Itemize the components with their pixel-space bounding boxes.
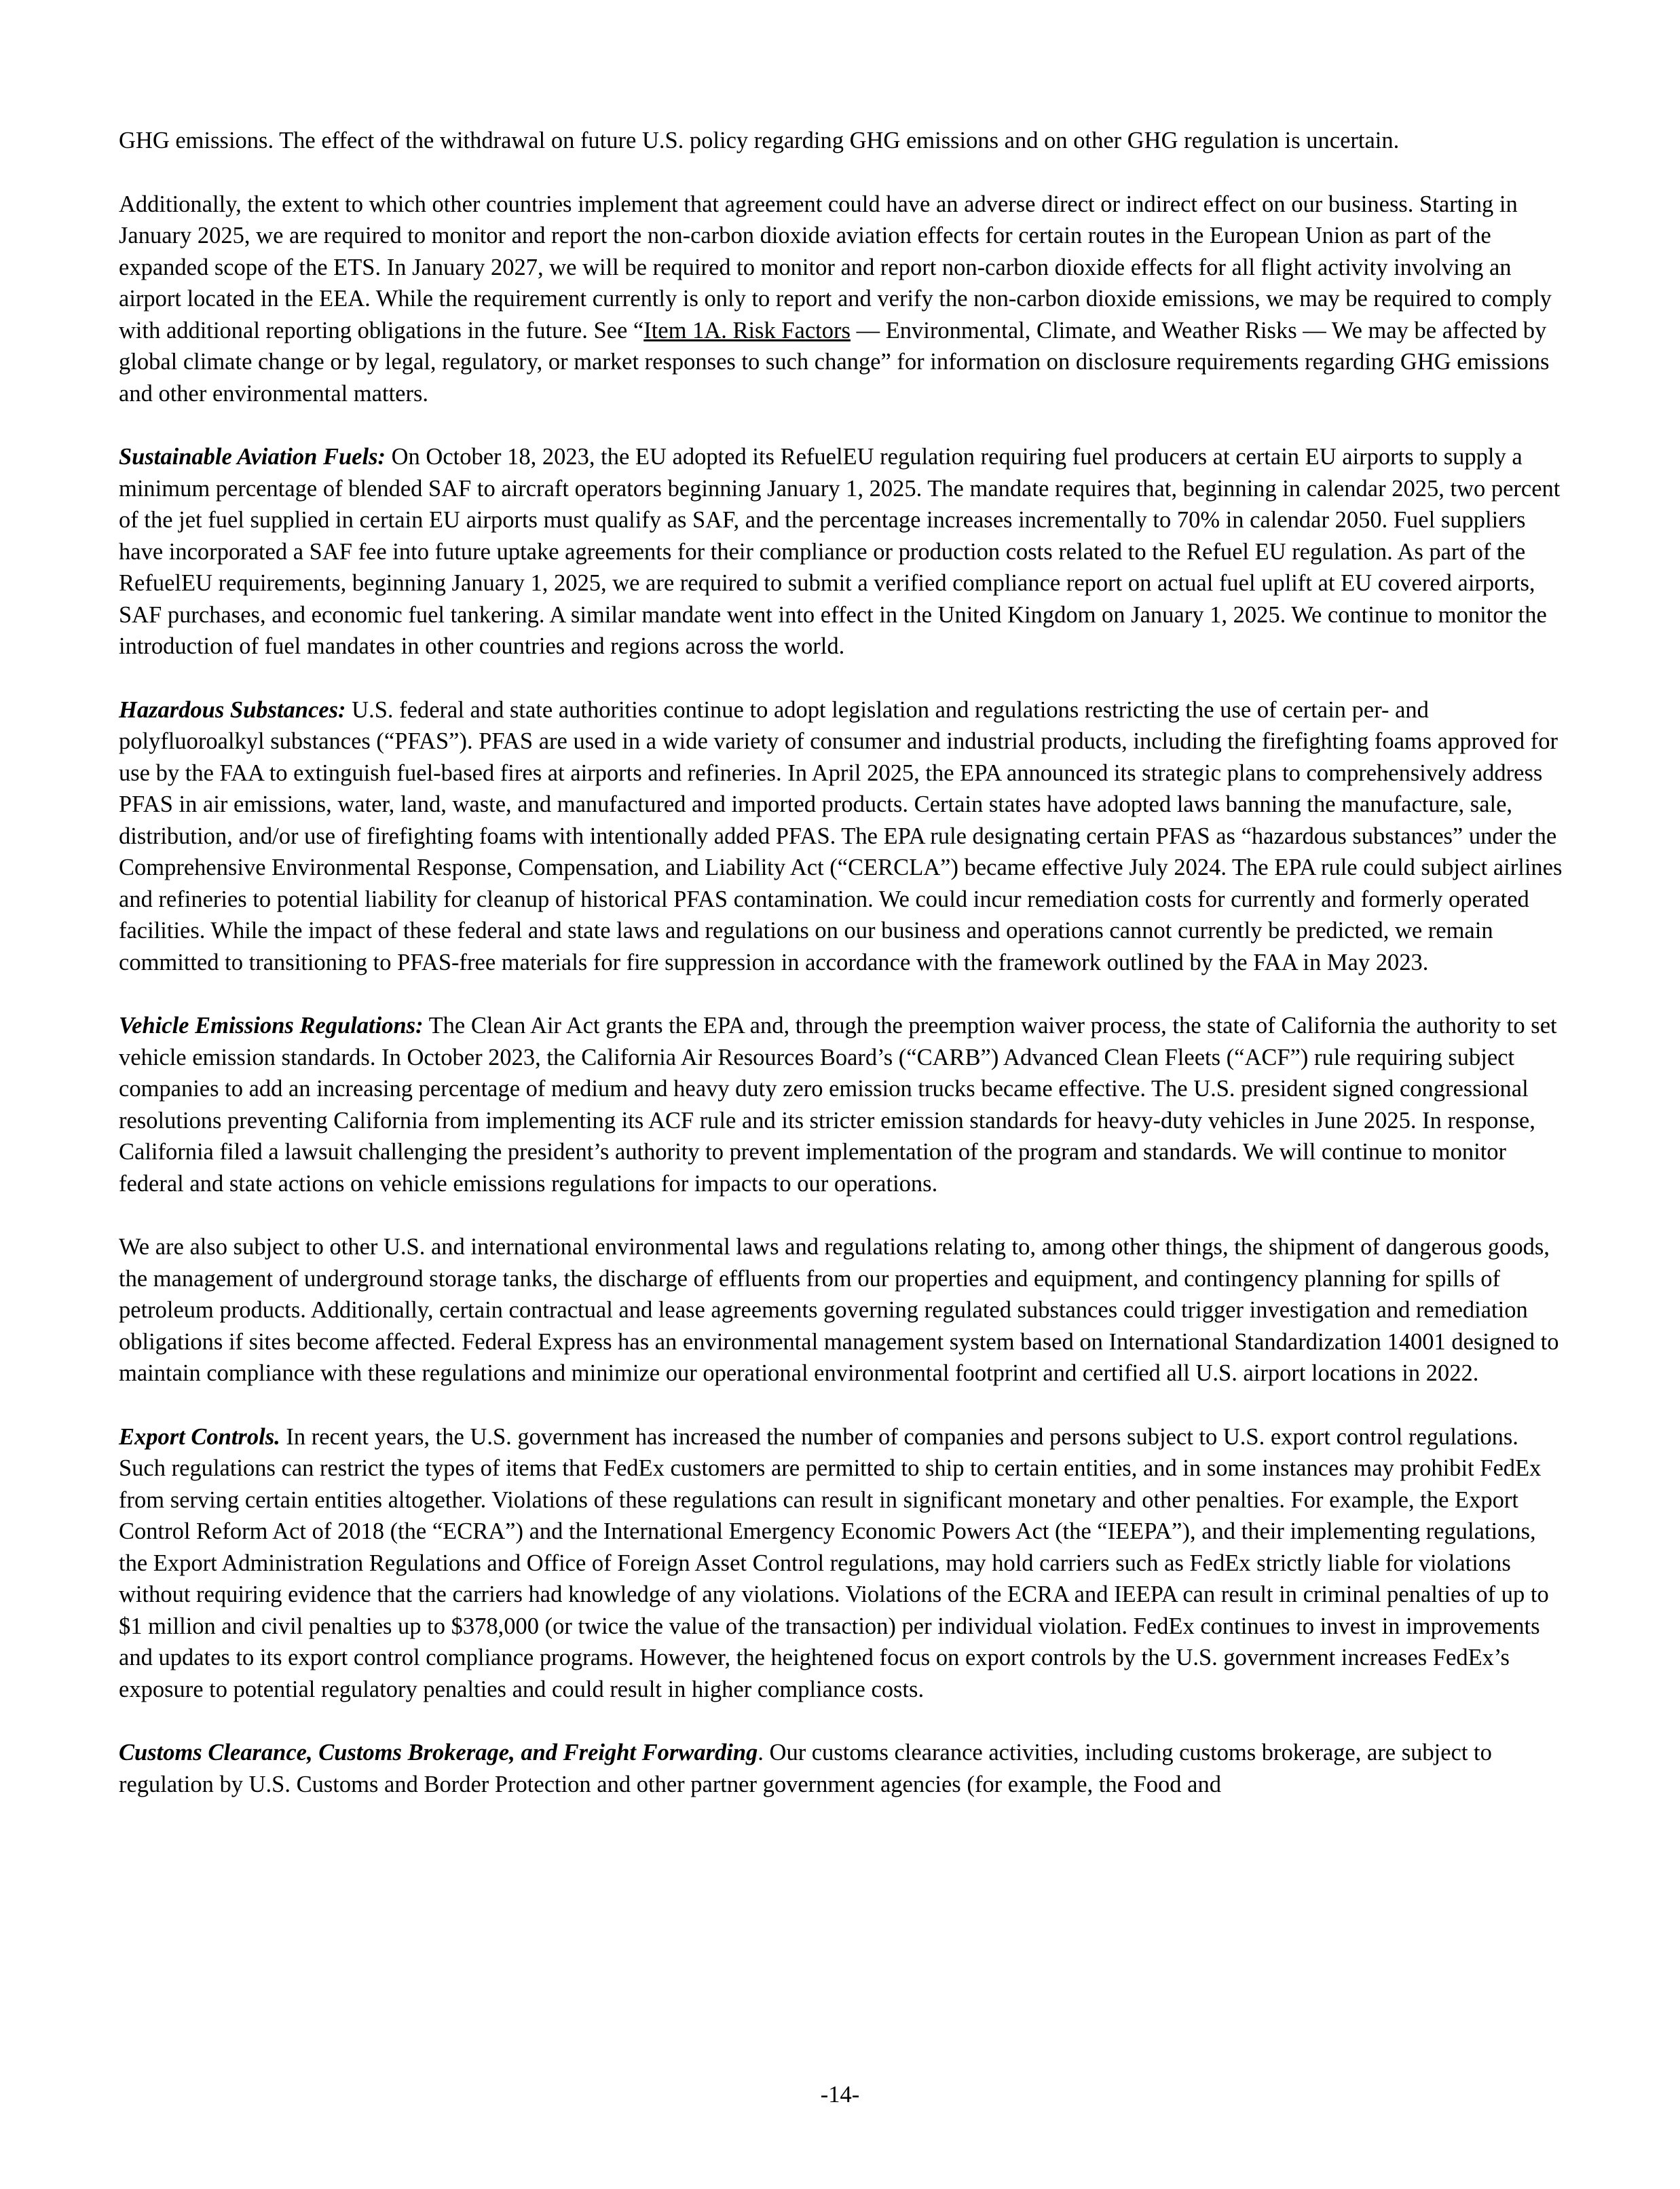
paragraph-text: U.S. federal and state authorities continue to adopt legislation and regulations restricting the use of certain per- and polyfluoroalkyl substances (“PFAS”). PFAS are used in a wide variety of consumer and industrial products, including the firefighting foams approved for use by the FAA to extinguish fuel-based fires at airports and refineries. In April 2025, the EPA announced its strategic plans to comprehensively address PFAS in air emissions, water, land, waste, and manufactured and imported products. Certain states have adopted laws banning the manufacture, sale, distribution, and/or use of firefighting foams with intentionally added PFAS. The EPA rule designating certain PFAS as “hazardous substances” under the Comprehensive Environmental Response, Compensation, and Liability Act (“CERCLA”) became effective July 2024. The EPA rule could subject airlines and refineries to potential liability for cleanup of historical PFAS contamination. We could incur remediation costs for currently and formerly operated facilities. While the impact of these federal and state laws and regulations on our business and operations cannot currently be predicted, we remain committed to transitioning to PFAS-free materials for fire suppression in accordance with the framework outlined by the FAA in May 2023. xyxy=(119,696,1563,975)
document-page xyxy=(119,125,1568,1832)
paragraph-hazardous-substances xyxy=(119,694,1568,979)
section-heading-customs: Customs Clearance, Customs Brokerage, and Freight Forwarding xyxy=(119,1740,758,1765)
section-heading-vehicle: Vehicle Emissions Regulations: xyxy=(119,1013,424,1039)
page-number: -14- xyxy=(820,2082,860,2108)
paragraph-text: We are also subject to other U.S. and international environmental laws and regulations relating to, among other things, the shipment of dangerous goods, the management of underground storage tanks, the discharge of effluents from our properties and equipment, and contingency planning for spills of petroleum products. Additionally, certain contractual and lease agreements governing regulated substances could trigger investigation and remediation obligations if sites become affected. Federal Express has an environmental management system based on International Standardization 14001 designed to maintain compliance with these regulations and minimize our operational environmental footprint and certified all U.S. airport locations in 2022. xyxy=(119,1234,1559,1386)
paragraph-sustainable-aviation-fuels xyxy=(119,441,1568,662)
paragraph-text: . Our customs clearance activities, including customs brokerage, are subject to regulation by U.S. Customs and Border Protection and other partner government agencies (for example, the Food and xyxy=(119,1740,1492,1797)
section-heading-saf: Sustainable Aviation Fuels: xyxy=(119,444,386,470)
paragraph-text: — Environmental, Climate, and Weather Risks — We may be affected by global climate change or by legal, regulatory, or market responses to such change” for information on disclosure requirements regarding GHG emissions and other environmental matters. xyxy=(119,317,1550,407)
section-heading-hazardous: Hazardous Substances: xyxy=(119,696,346,723)
paragraph-export-controls xyxy=(119,1421,1568,1706)
section-heading-export: Export Controls. xyxy=(119,1423,280,1450)
paragraph-text: In recent years, the U.S. government has increased the number of companies and persons subject to U.S. export control regulations. Such regulations can restrict the types of items that FedEx customers are permitted to ship to certain entities, and in some instances may prohibit FedEx from serving certain entities altogether. Violations of these regulations can result in significant monetary and other penalties. For example, the Export Control Reform Act of 2018 (the “ECRA”) and the International Emergency Economic Powers Act (the “IEEPA”), and their implementing regulations, the Export Administration Regulations and Office of Foreign Asset Control regulations, may hold carriers such as FedEx strictly liable for violations without requiring evidence that the carriers had knowledge of any violations. Violations of the ECRA and IEEPA can result in criminal penalties of up to $1 million and civil penalties up to $378,000 (or twice the value of the transaction) per individual violation. FedEx continues to invest in improvements and updates to its export control compliance programs. However, the heightened focus on export controls by the U.S. government increases FedEx’s exposure to potential regulatory penalties and could result in higher compliance costs. xyxy=(119,1423,1549,1702)
paragraph-vehicle-emissions xyxy=(119,1010,1568,1199)
paragraph-text: GHG emissions. The effect of the withdrawal on future U.S. policy regarding GHG emissions and on other GHG regulation is uncertain. xyxy=(119,128,1400,153)
paragraph-other-environmental xyxy=(119,1231,1568,1389)
paragraph-text: The Clean Air Act grants the EPA and, through the preemption waiver process, the state of California the authority to set vehicle emission standards. In October 2023, the California Air Resources Board’s (“CARB”) Advanced Clean Fleets (“ACF”) rule requiring subject companies to add an increasing percentage of medium and heavy duty zero emission trucks became effective. The U.S. president signed congressional resolutions preventing California from implementing its ACF rule and its stricter emission standards for heavy-duty vehicles in June 2025. In response, California filed a lawsuit challenging the president’s authority to prevent implementation of the program and standards. We will continue to monitor federal and state actions on vehicle emissions regulations for impacts to our operations. xyxy=(119,1013,1557,1197)
paragraph-customs-clearance xyxy=(119,1737,1568,1800)
risk-factors-link[interactable]: Item 1A. Risk Factors xyxy=(643,317,851,343)
paragraph-ghg-withdrawal xyxy=(119,125,1568,157)
paragraph-other-countries xyxy=(119,189,1568,410)
paragraph-text: Additionally, the extent to which other countries implement that agreement could have an adverse direct or indirect effect on our business. Starting in January 2025, we are required to monitor and report the non-carbon dioxide aviation effects for certain routes in the European Union as part of the expanded scope of the ETS. In January 2027, we will be required to monitor and report non-carbon dioxide effects for all flight activity involving an airport located in the EEA. While the requirement currently is only to report and verify the non-carbon dioxide emissions, we may be required to comply with additional reporting obligations in the future. See “ xyxy=(119,191,1552,343)
paragraph-text: On October 18, 2023, the EU adopted its RefuelEU regulation requiring fuel producers at certain EU airports to supply a minimum percentage of blended SAF to aircraft operators beginning January 1, 2025. The mandate requires that, beginning in calendar 2025, two percent of the jet fuel supplied in certain EU airports must qualify as SAF, and the percentage increases incrementally to 70% in calendar 2050. Fuel suppliers have incorporated a SAF fee into future uptake agreements for their compliance or production costs related to the Refuel EU regulation. As part of the RefuelEU requirements, beginning January 1, 2025, we are required to submit a verified compliance report on actual fuel uplift at EU covered airports, SAF purchases, and economic fuel tankering. A similar mandate went into effect in the United Kingdom on January 1, 2025. We continue to monitor the introduction of fuel mandates in other countries and regions across the world. xyxy=(119,444,1561,659)
